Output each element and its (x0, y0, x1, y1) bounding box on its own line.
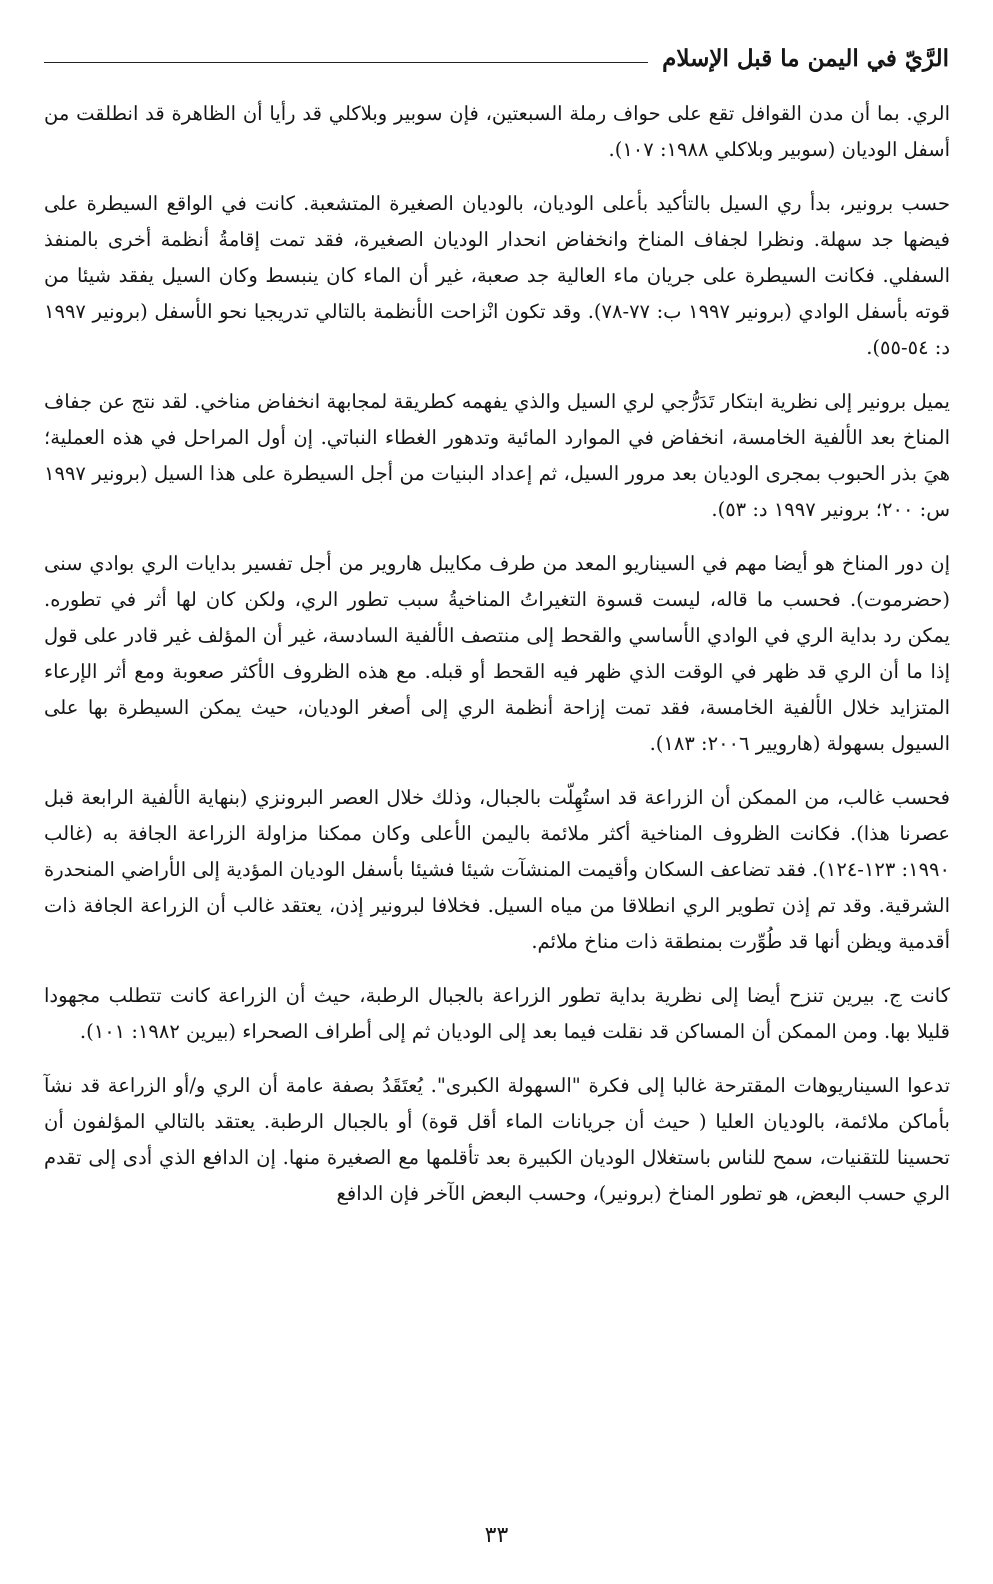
paragraph-7: تدعوا السيناريوهات المقترحة غالبا إلى فكرة "السهولة الكبرى". يُعتَقَدُ بصفة عامة أن الري و/أو الزراعة قد نشآ بأماكن ملائمة، بالوديان العليا ( حيث أن جريانات الماء أقل قوة) أو بالجبال الرطبة. يعتقد بالتالي المؤلفون أن تحسينا للتقنيات، سمح للناس باستغلال الوديان الكبيرة بعد تأقلمها مع الصغيرة منها. إن الدافع الذي أدى إلى تقدم الري حسب البعض، هو تطور المناخ (برونير)، وحسب البعض الآخر فإن الدافع (44, 1074, 950, 1205)
paragraph-2: حسب برونير، بدأ ري السيل بالتأكيد بأعلى الوديان، بالوديان الصغيرة المتشعبة. كانت في الواقع السيطرة على فيضها جد سهلة. ونظرا لجفاف المناخ وانخفاض انحدار الوديان الصغيرة، فقد تمت إقامةُ أنظمة أخرى بالمنفذ السفلي. فكانت السيطرة على جريان ماء العالية جد صعبة، غير أن الماء كان ينبسط وكان السيل يفقد شيئا من قوته بأسفل الوادي (برونير ١٩٩٧ ب: ٧٧-٧٨). وقد تكون انْزاحت الأنظمة بالتالي تدريجيا نحو الأسفل (برونير ١٩٩٧ د: ٥٤-٥٥). (44, 192, 950, 359)
paragraph-5: فحسب غالب، من الممكن أن الزراعة قد استُهِلّت بالجبال، وذلك خلال العصر البرونزي (بنهاية الألفية الرابعة قبل عصرنا هذا). فكانت الظروف المناخية أكثر ملائمة باليمن الأعلى وكان ممكنا مزاولة الزراعة الجافة به (غالب ١٩٩٠: ١٢٣-١٢٤). فقد تضاعف السكان وأقيمت المنشآت شيئا فشيئا بأسفل الوديان المؤدية إلى الأراضي المنحدرة الشرقية. وقد تم إذن تطوير الري انطلاقا من مياه السيل. فخلافا لبرونير إذن، يعتقد غالب أن الزراعة الجافة ذات أقدمية ويظن أنها قد طُوِّرت بمنطقة ذات مناخ ملائم. (44, 786, 950, 953)
running-title: الرَّيّ في اليمن ما قبل الإسلام (662, 44, 949, 72)
header-rule (44, 62, 648, 63)
page-number: ٣٣ (484, 1523, 509, 1548)
paragraph-4: إن دور المناخ هو أيضا مهم في السيناريو المعد من طرف مكايبل هاروير من أجل تفسير بدايات الري بوادي سنى (حضرموت). فحسب ما قاله، ليست قسوة التغيراتُ المناخيةُ سبب تطور الري، ولكن كان لها أثر في تطوره. يمكن رد بداية الري في الوادي الأساسي والقحط إلى منتصف الألفية السادسة، غير أن المؤلف غير قادر على قول إذا ما أن الري قد ظهر في الوقت الذي ظهر فيه القحط أو قبله. مع هذه الظروف الأكثر صعوبة ومع أثر الإرعاء المتزايد خلال الألفية الخامسة، فقد تمت إزاحة أنظمة الري إلى أصغر الوديان، حيث يمكن السيطرة بها على السيول بسهولة (هارويير ٢٠٠٦: ١٨٣). (44, 552, 950, 755)
paragraph-1: الري. بما أن مدن القوافل تقع على حواف رملة السبعتين، فإن سوبير وبلاكلي قد رأيا أن الظاهرة قد انطلقت من أسفل الوديان (سوبير وبلاكلي ١٩٨٨: ١٠٧). (44, 102, 950, 161)
body-text (44, 96, 950, 1230)
paragraph-3: يميل برونير إلى نظرية ابتكار تَدَرُّجي لري السيل والذي يفهمه كطريقة لمجابهة انخفاض مناخي. لقد نتج عن جفاف المناخ بعد الألفية الخامسة، انخفاض في الموارد المائية وتدهور الغطاء النباتي. إن أول المراحل في هذه العملية؛ هيَ بذر الحبوب بمجرى الوديان بعد مرور السيل، ثم إعداد البنيات من أجل السيطرة على هذا السيل (برونير ١٩٩٧ س: ٢٠٠؛ برونير ١٩٩٧ د: ٥٣). (44, 390, 950, 521)
running-header (44, 38, 949, 78)
paragraph-6: كانت ج. بيرين تنزح أيضا إلى نظرية بداية تطور الزراعة بالجبال الرطبة، حيث أن الزراعة كانت تتطلب مجهودا قليلا بها. ومن الممكن أن المساكن قد نقلت فيما بعد إلى الوديان ثم إلى أطراف الصحراء (بيرين ١٩٨٢: ١٠١). (44, 984, 950, 1043)
